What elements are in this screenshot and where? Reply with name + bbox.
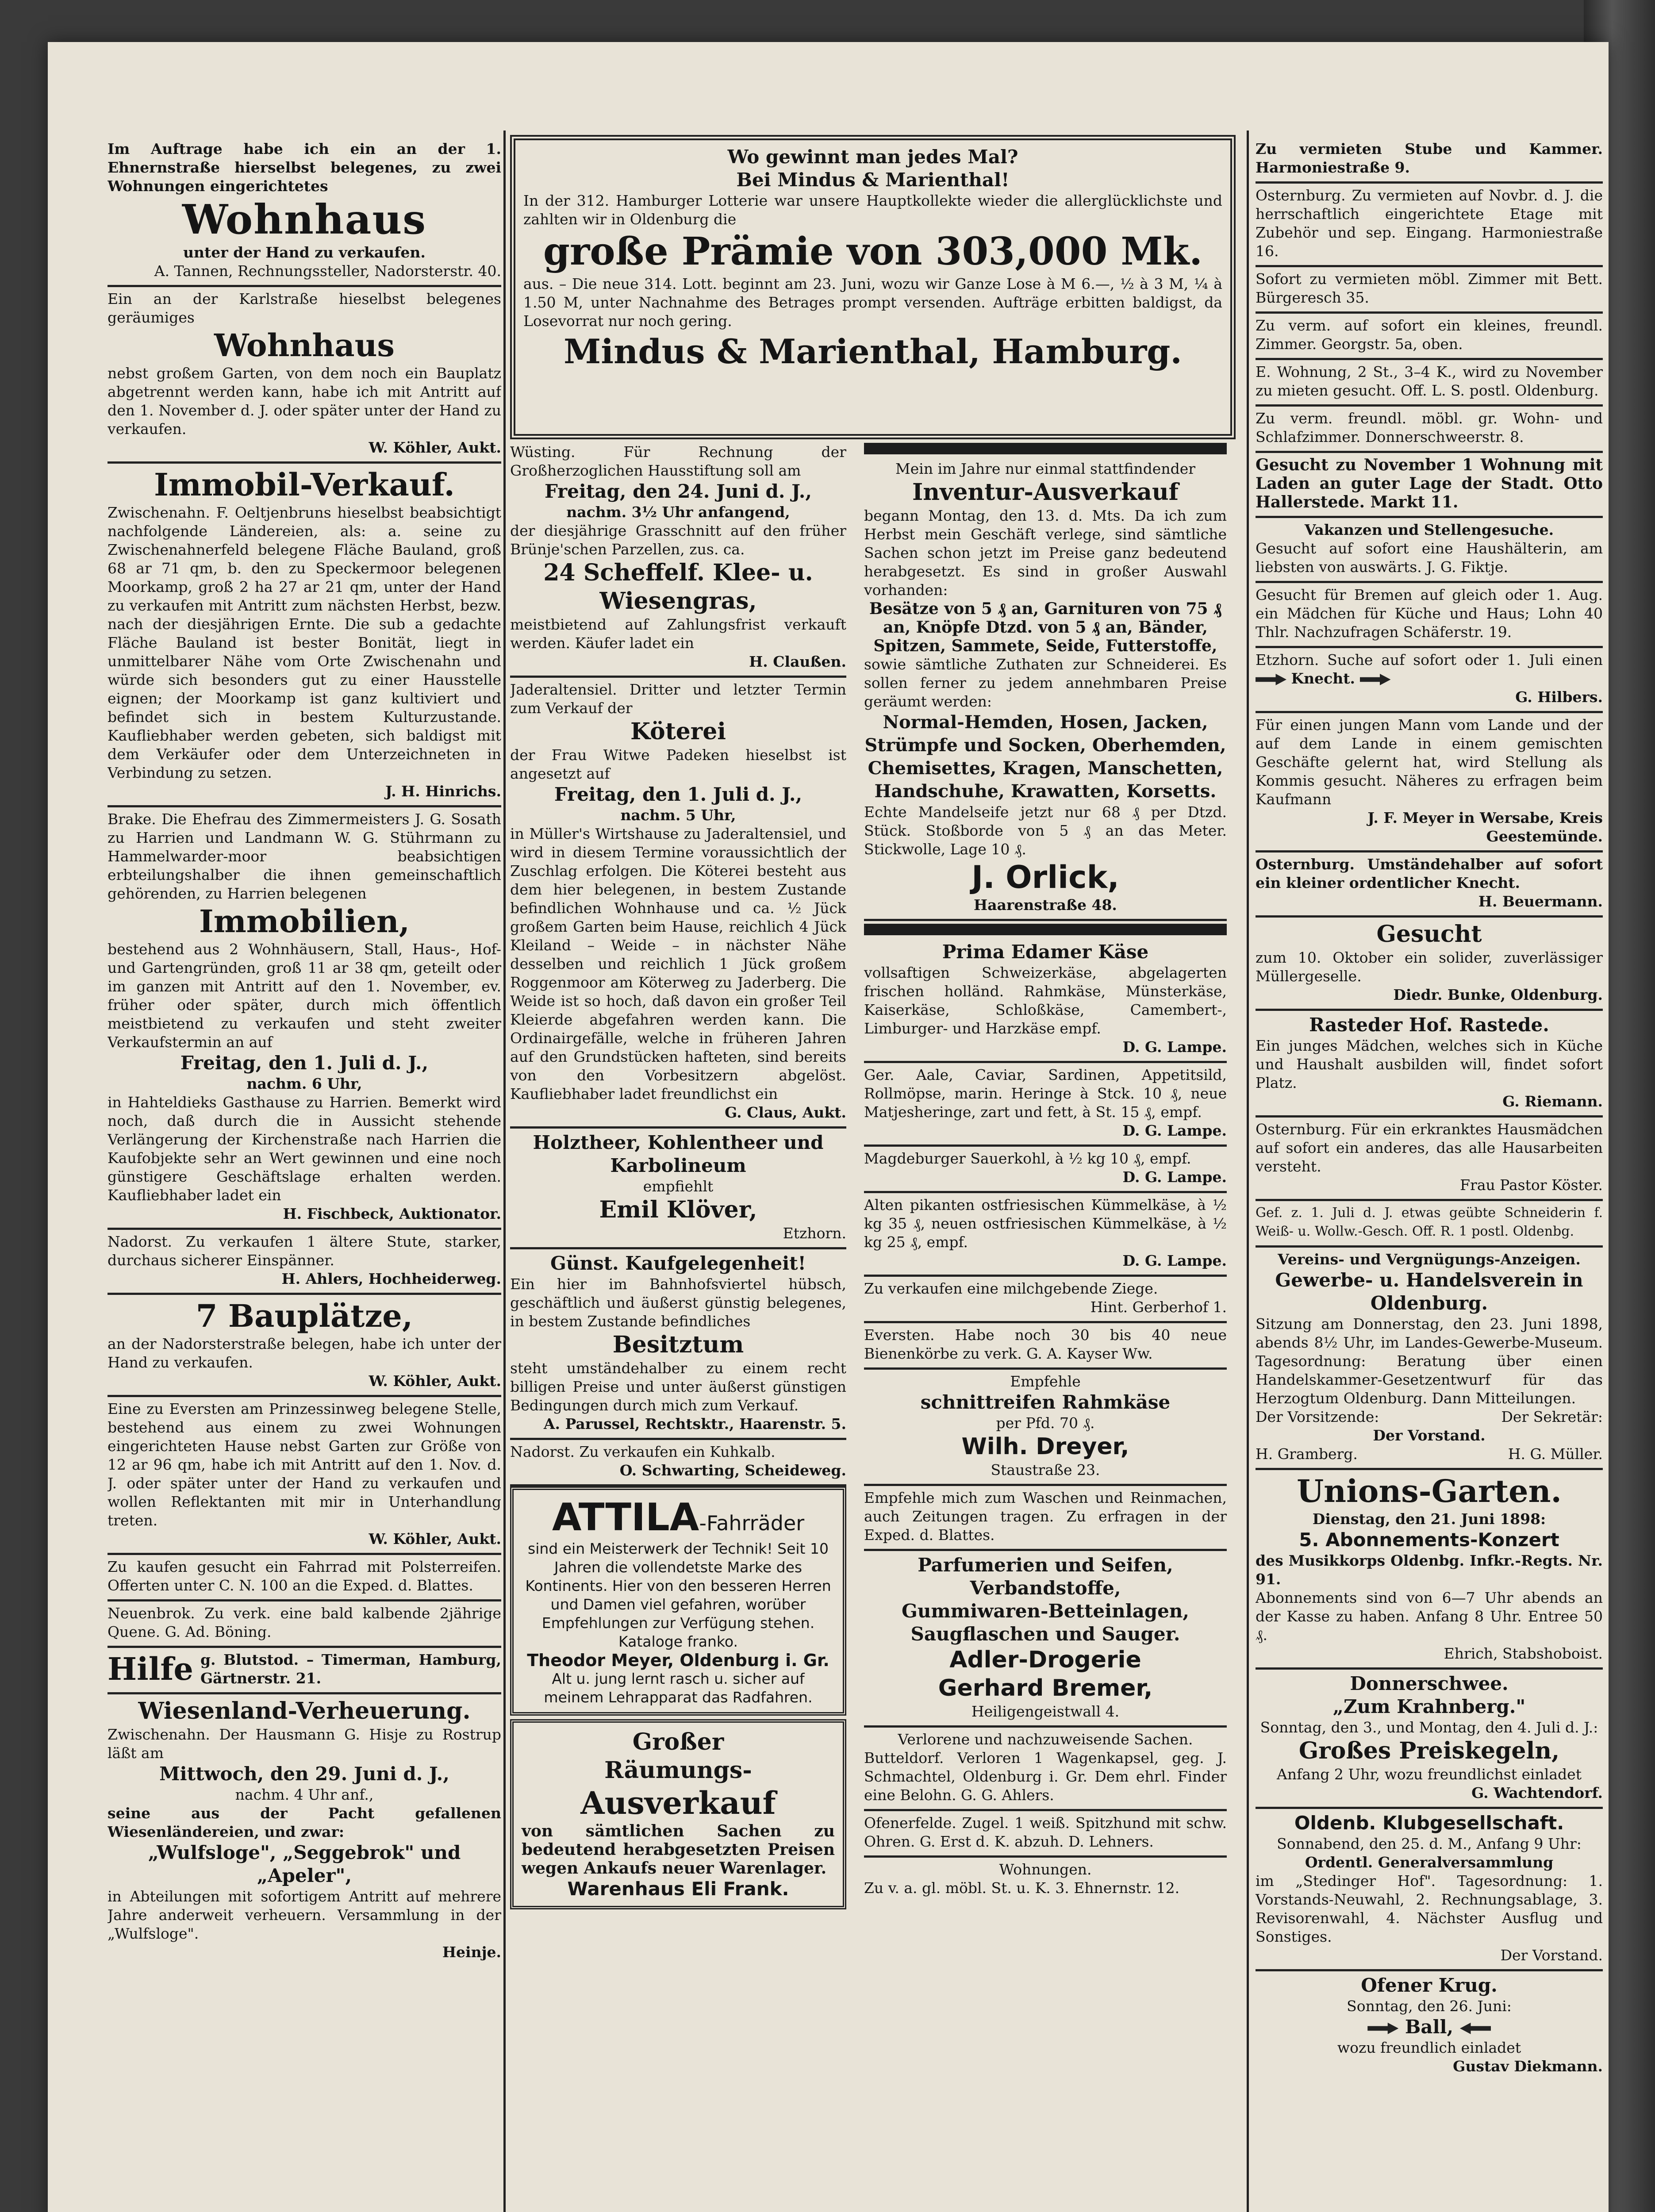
ad-title: Gummiwaren-Betteinlagen, [901, 1600, 1190, 1622]
ad-signature: Der Vorstand. [1373, 1427, 1486, 1444]
ad-adler-drogerie [864, 1551, 1227, 1728]
ad-signature: O. Schwarting, Scheideweg. [619, 1462, 846, 1479]
ad-signature: D. G. Lampe. [1122, 1122, 1227, 1139]
ad-time: nachm. 5 Uhr, [620, 806, 736, 824]
ad-title-text: Ball, [1405, 2016, 1454, 2038]
ad-text: der diesjährige Grasschnitt auf den früher Brünje'schen Parzellen, zus. ca. [510, 522, 846, 558]
ad-date: Freitag, den 24. Juni d. J., [544, 480, 812, 502]
ad-title: Unions-Garten. [1297, 1473, 1562, 1509]
ad-hilfe [108, 1648, 501, 1694]
ad-text: Ofenerfelde. Zugel. 1 weiß. Spitzhund mit schw. Ohren. G. Erst d. K. abzuh. D. Lehners. [864, 1814, 1227, 1850]
signature-row [1256, 1445, 1603, 1463]
section-head: Vakanzen und Stellengesuche. [1304, 521, 1554, 538]
ad-title: Wohnhaus [182, 196, 427, 243]
ad-text: Osternburg. Zu vermieten auf Novbr. d. J. die herrschaftlich eingerichtete Etage mit Zubehör und sep. Eingang. Harmoniestraße 16. [1256, 187, 1603, 260]
ad-brand-line [522, 1495, 835, 1540]
ad-title: schnittreifen Rahmkäse [920, 1391, 1171, 1413]
ad-title: Immobil-Verkauf. [154, 466, 455, 503]
ad-text: meistbietend auf Zahlungsfrist verkauft werden. Käufer ladet ein [510, 616, 846, 652]
ad-signature: H. Ahlers, Hochheiderweg. [281, 1270, 501, 1287]
ad-heading: Bei Mindus & Marienthal! [736, 169, 1010, 191]
ad-text: Ein an der Karlstraße hieselbst belegenes geräumiges [108, 290, 501, 326]
ad-text: bestehend aus 2 Wohnhäusern, Stall, Haus-, Hof- und Gartengründen, groß 11 ar 38 qm, geteilt oder im ganzen mit Antritt auf den 1. November, ev. früher oder später, durch mich öffentlich meistbietend zu verkaufen und steht zweiter Verkaufstermin an auf [108, 941, 501, 1051]
ad-signature: G. Riemann. [1502, 1093, 1603, 1110]
ad-text: empfiehlt [643, 1178, 714, 1195]
ad-title: 5. Abonnements-Konzert [1299, 1529, 1559, 1551]
pointing-hand-icon [1256, 674, 1286, 685]
ad-text: Eine zu Eversten am Prinzessinweg belegene Stelle, bestehend aus einem zu zwei Wohnungen eingerichteten Hause nebst Garten zur Größe von 12 ar 96 qm, habe ich mit Antritt auf den 1. Nov. d. J. oder später unter der Hand zu verkaufen und wollen Reflektanten mit mir in Unterhandlung treten. [108, 1400, 501, 1529]
ad-klubgesellschaft [1256, 1809, 1603, 1971]
ad-text: vollsaftigen Schweizerkäse, abgelagerten frischen holländ. Rahmkäse, Münsterkäse, Kaiserkäse, Schloßkäse, Camembert-, Limburger- und Harzkäse empf. [864, 964, 1227, 1037]
ad-text: des Musikkorps Oldenbg. Infkr.-Regts. Nr. 91. [1256, 1552, 1603, 1588]
ad-title: Rasteder Hof. Rastede. [1309, 1014, 1549, 1036]
ad-inventur [864, 457, 1227, 921]
ad-stute [108, 1230, 501, 1295]
ad-signature: J. F. Meyer in Wersabe, Kreis Geestemünde. [1367, 809, 1603, 845]
ad-signature: G. Wachtendorf. [1471, 1784, 1603, 1801]
ad-signature: H. Gramberg. [1256, 1445, 1358, 1463]
ad-rasteder-hof [1256, 1011, 1603, 1118]
ad-firm: Wilh. Dreyer, [961, 1433, 1129, 1460]
ad-firm: Gerhard Bremer, [938, 1675, 1153, 1701]
ad-title: Oldenb. Klubgesellschaft. [1294, 1812, 1564, 1834]
ad-date: Dienstag, den 21. Juni 1898: [1312, 1510, 1546, 1528]
ad-title: Köterei [630, 718, 726, 745]
ad-waschen [864, 1486, 1227, 1551]
ad-grasschnitt [510, 440, 846, 678]
ad-title: Wiesenland-Verheuerung. [138, 1697, 471, 1724]
ad-moebl-zimmer [1256, 267, 1603, 314]
ad-text: Zu v. a. gl. möbl. St. u. K. 3. Ehnernstr. 12. [864, 1879, 1180, 1897]
ad-haushaelterin [1256, 518, 1603, 583]
ad-text: aus. – Die neue 314. Lott. beginnt am 23. Juni, wozu wir Ganze Lose à M 6.—, ½ à 3 M, ¼ à 1.50 M, unter Nachnahme des Betrages prompt versenden. Aufträge erbitten baldigst, da Losevorrat nur noch gering. [523, 275, 1222, 330]
ad-text: Alten pikanten ostfriesischen Kümmelkäse, à ½ kg 35 ₰, neuen ostfriesischen Kümmelkäse, à ½ kg 25 ₰, empf. [864, 1196, 1227, 1251]
ad-text: sind ein Meisterwerk der Technik! Seit 10 Jahren die vollendetste Marke des Kontinents. Hier von den besseren Herren und Damen viel gefahren, worüber Empfehlungen zur Verfügung stehen. Kataloge franko. [525, 1540, 831, 1650]
ad-text: Echte Mandelseife jetzt nur 68 ₰ per Dtzd. Stück. Stoßborde von 5 ₰ an das Meter. Stickwolle, Lage 10 ₰. [864, 803, 1227, 858]
ad-text: Zwischenahn. Der Hausmann G. Hisje zu Rostrup läßt am [108, 1726, 501, 1762]
ad-text: Gef. z. 1. Juli d. J. etwas geübte Schneiderin f. Weiß- u. Wollw.-Gesch. Off. R. 1 postl. Oldenbg. [1256, 1205, 1603, 1239]
ad-text: Gesucht auf sofort eine Haushälterin, am liebsten von auswärts. J. G. Fiktje. [1256, 540, 1603, 576]
ad-date: Freitag, den 1. Juli d. J., [180, 1052, 429, 1074]
ad-title: Günst. Kaufgelegenheit! [550, 1252, 806, 1274]
ad-text: in Müller's Wirtshause zu Jaderaltensiel, und wird in diesem Termine voraussichtlich der Zuschlag erfolgen. Die Köterei besteht aus dem hier belegenen, in bestem Zustande befindlichen Wohnhause und ca. ½ Jück großem Garten beim Hause, reichlich 4 Jück Kleiland – Weide – in nächster Nähe desselben und reichlich 1 Jück großem Roggenmoor am Köterweg zu Jaderberg. Die Weide ist so hoch, daß davon ein großer Teil Kleierde abgefahren werden kann. Die Ordinairgefälle, welche in früheren Jahren auf den Grundstücken hafteten, sind bereits von den Vorbesitzern abgelöst. Kaufliebhaber ladet freundlichst ein [510, 825, 846, 1102]
ad-hausmaedchen [1256, 1118, 1603, 1201]
ad-title: Parfumerien und Seifen, [918, 1554, 1173, 1576]
ad-stube-kammer [1256, 137, 1603, 184]
ad-wohnungen [864, 1858, 1227, 1902]
ad-text: Nadorst. Zu verkaufen ein Kuhkalb. [510, 1443, 776, 1460]
ad-title: Inventur-Ausverkauf [912, 479, 1179, 506]
ad-signature: G. Hilbers. [1515, 688, 1603, 706]
ad-text: In der 312. Hamburger Lotterie war unsere Hauptkollekte wieder die allerglücklichste und zahlten wir in Oldenburg die [523, 192, 1222, 228]
ad-signature: Frau Pastor Köster. [1460, 1176, 1603, 1194]
column-2-left [510, 440, 846, 1913]
ad-text: in Abteilungen mit sofortigem Antritt auf mehrere Jahre anderweit verheuern. Versammlung in der „Wulfsloge". [108, 1888, 501, 1942]
ad-title: Donnerschwee. [1350, 1673, 1509, 1694]
ad-text: Osternburg. Für ein erkranktes Hausmädchen auf sofort ein anderes, das alle Hausarbeiten versteht. [1256, 1121, 1603, 1175]
ad-text: Alt u. jung lernt rasch u. sicher auf meinem Lehrapparat das Radfahren. [544, 1670, 813, 1706]
ad-brand-suffix: -Fahrräder [699, 1511, 805, 1535]
ad-signature: J. H. Hinrichs. [385, 783, 501, 800]
ad-kleiner-knecht [1256, 853, 1603, 918]
ad-signature: Hint. Gerberhof 1. [1090, 1298, 1227, 1316]
ad-immobilien [108, 807, 501, 1230]
ad-text: E. Wohnung, 2 St., 3–4 K., wird zu November zu mieten gesucht. Off. L. S. postl. Oldenburg. [1256, 363, 1603, 399]
ad-time: nachm. 3½ Uhr anfangend, [566, 503, 790, 521]
ad-text-part: Knecht. [1291, 670, 1355, 687]
ad-text: an der Nadorsterstraße belegen, habe ich unter der Hand zu verkaufen. [108, 1335, 501, 1371]
ad-kaufgelegenheit [510, 1249, 846, 1440]
ad-signature: Der Vorsitzende: [1256, 1408, 1379, 1425]
ad-text: Sofort zu vermieten möbl. Zimmer mit Bett. Bürgeresch 35. [1256, 270, 1603, 306]
ad-unions-garten [1256, 1470, 1603, 1670]
ad-heading: Großer [632, 1728, 724, 1755]
ad-signature: A. Tannen, Rechnungssteller, Nadorsterstr. 40. [154, 262, 501, 280]
ad-text: in Hahteldieks Gasthause zu Harrien. Bemerkt wird noch, daß durch die in Aussicht stehende Verlängerung der Kirchenstraße nach Harrien die Kaufobjekte sehr an Wert gewinnen und eine noch günstigere Geschäftslage erhalten werden. Kaufliebhaber ladet ein [108, 1094, 501, 1204]
ad-text: sowie sämtliche Zuthaten zur Schneiderei. Es sollen ferner zu jedem annehmbaren Preise geräumt werden: [864, 656, 1227, 710]
ad-text: Empfehle [1010, 1373, 1081, 1390]
ad-text: Empfehle mich zum Waschen und Reinmachen, auch Zeitungen tragen. Zu erfragen in der Exped. d. Blattes. [864, 1489, 1227, 1544]
ad-items: Normal-Hemden, Hosen, Jacken, Strümpfe und Socken, Oberhemden, Chemisettes, Kragen, Manschetten, Handschuhe, Krawatten, Korsetts. [864, 712, 1226, 802]
ad-firm: Theodor Meyer, Oldenburg i. Gr. [527, 1651, 829, 1670]
ad-place: Etzhorn. [783, 1225, 846, 1242]
ad-text: zum 10. Oktober ein solider, zuverlässiger Müllergeselle. [1256, 949, 1603, 985]
ad-raeumungs-box [510, 1719, 846, 1909]
ad-time: nachm. 4 Uhr anf., [235, 1786, 374, 1803]
ad-text: Zu kaufen gesucht ein Fahrrad mit Polsterreifen. Offerten unter C. N. 100 an die Exped. d. Blattes. [108, 1558, 501, 1594]
ad-maedchen-bremen [1256, 583, 1603, 648]
ad-schneiderin [1256, 1201, 1603, 1248]
rule-bar [864, 443, 1227, 454]
ad-title: Wohnhaus [214, 327, 395, 364]
column-2 [510, 135, 1242, 2212]
ad-holztheer [510, 1129, 846, 1249]
ad-signature: D. G. Lampe. [1122, 1168, 1227, 1186]
ad-text [1256, 651, 1603, 688]
ad-place: Haarenstraße 48. [974, 896, 1117, 914]
ad-signature: H. G. Müller. [1508, 1445, 1603, 1463]
section-head: Wohnungen. [999, 1861, 1092, 1878]
ad-text-part: Etzhorn. Suche auf sofort oder 1. Juli einen [1256, 651, 1603, 668]
ad-title: 24 Scheffelf. Klee- u. Wiesengras, [543, 559, 813, 614]
ad-title: Gesucht [1376, 921, 1482, 948]
ad-eversten-stelle [108, 1397, 501, 1555]
ad-title: 7 Bauplätze, [196, 1298, 413, 1334]
ad-text: unter der Hand zu verkaufen. [183, 244, 426, 261]
column-3 [1256, 137, 1603, 2212]
ad-text: Für einen jungen Mann vom Lande und der auf dem Lande in einem gemischten Geschäfte gelernt hat, wird Stellung als Kommis gesucht. Näheres zu erfragen beim Kaufmann [1256, 716, 1603, 808]
ad-date: Freitag, den 1. Juli d. J., [554, 783, 803, 805]
ad-signature: Heinje. [442, 1943, 501, 1961]
ad-signature: H. Beuermann. [1478, 893, 1603, 910]
ad-title: Saugflaschen und Sauger. [910, 1623, 1180, 1645]
ad-title: Besitztum [612, 1331, 744, 1358]
ad-text: der Frau Witwe Padeken hieselbst ist angesetzt auf [510, 746, 846, 782]
ad-immobil-verkauf [108, 464, 501, 807]
ad-text: Sonntag, den 26. Juni: [1347, 1997, 1512, 2015]
ad-kuhkalb [510, 1440, 846, 1486]
ad-text: Gesucht für Bremen auf gleich oder 1. Aug. ein Mädchen für Küche und Haus; Lohn 40 Thlr. Nachzufragen Schäferstr. 19. [1256, 586, 1603, 641]
ad-text: g. Blutstod. – Timerman, Hamburg, Gärtnerstr. 21. [200, 1651, 501, 1687]
ad-text: Ein hier im Bahnhofsviertel hübsch, geschäftlich und äußerst günstig belegenes, in bestem Zustande befindliches [510, 1275, 846, 1330]
ad-attila-box [510, 1486, 846, 1716]
ad-quene [108, 1601, 501, 1648]
ad-text: Zwischenahn. F. Oeltjenbruns hieselbst beabsichtigt nachfolgende Ländereien, als: a. seine zu Zwischenahnerfeld belegene Fläche Bauland, groß 68 ar 71 qm, b. den zu Speckermoor belegenen Moorkamp, groß 2 ha 27 ar 21 qm, unter der Hand zu verkaufen mit Antritt zum nächsten Herbst, bezw. nach der diesjährigen Ernte. Die sub a gedachte Fläche Bauland ist bester Bonität, liegt in unmittelbarer Nähe vom Orte Zwischenahn und würde sich besonders gut zu einer Hausstelle eignen; der Moorkamp ist ganz kultiviert und befindet sich in bestem Kulturzustande. Kaufliebhaber werden gebeten, sich baldigst mit dem Verkäufer oder dem Unterzeichneten in Verbindung zu setzen. [108, 504, 501, 781]
ad-ziege [864, 1277, 1227, 1323]
ad-text: nebst großem Garten, von dem noch ein Bauplatz abgetrennt werden kann, habe ich mit Antritt auf den 1. November d. J. oder später unter der Hand zu verkaufen. [108, 365, 501, 438]
ad-text: im „Stedinger Hof". Tagesordnung: 1. Vorstands-Neuwahl, 2. Rechnungsablage, 3. Revisorenwahl, 4. Nächster Ausflug und Sonstiges. [1256, 1872, 1603, 1945]
ad-title: Holztheer, Kohlentheer und Karbolineum [533, 1132, 824, 1176]
ad-lottery-box [510, 135, 1236, 439]
ad-etage [1256, 184, 1603, 267]
ad-text: seine aus der Pacht gefallenen Wiesenländereien, und zwar: [108, 1805, 501, 1840]
ad-koeterei [510, 678, 846, 1129]
ad-knecht [1256, 648, 1603, 713]
ad-text: Eversten. Habe noch 30 bis 40 neue Bienenkörbe zu verk. G. A. Kayser Ww. [864, 1326, 1227, 1362]
ad-gewerbeverein [1256, 1248, 1603, 1470]
section-head: Vereins- und Vergnügungs-Anzeigen. [1278, 1251, 1581, 1268]
ad-date: Mittwoch, den 29. Juni d. J., [159, 1763, 449, 1785]
ad-muellergeselle [1256, 918, 1603, 1011]
ad-title: Prima Edamer Käse [942, 941, 1149, 963]
ad-text: Ein junges Mädchen, welches sich in Küche und Haushalt ausbilden will, findet sofort Platz. [1256, 1037, 1603, 1091]
ad-firm: Emil Klöver, [599, 1196, 757, 1223]
ad-verlorene-sachen [864, 1728, 1227, 1811]
ad-rahmkaese [864, 1370, 1227, 1486]
ad-text: Anfang 2 Uhr, wozu freundlichst einladet [1277, 1766, 1582, 1783]
ad-ofener-krug [1256, 1971, 1603, 2080]
ad-title: Ofener Krug. [1361, 1974, 1498, 1996]
column-rule [1247, 131, 1249, 2212]
ad-signature: Der Sekretär: [1501, 1408, 1603, 1425]
ad-signature: W. Köhler, Aukt. [369, 439, 501, 456]
ad-firm: Adler-Drogerie [949, 1647, 1141, 1673]
ad-text: Sonntag, den 3., und Montag, den 4. Juli d. J.: [1260, 1719, 1598, 1736]
ad-kleines-zimmer [1256, 314, 1603, 360]
ad-sauerkohl [864, 1147, 1227, 1193]
ad-text: Jaderaltensiel. Dritter und letzter Termin zum Verkauf der [510, 681, 846, 717]
ad-text: von sämtlichen Sachen zu bedeutend herabgesetzten Preisen wegen Ankaufs neuer Warenlager. [522, 1822, 835, 1878]
ad-text: Zu verm. freundl. möbl. gr. Wohn- und Schlafzimmer. Donnerschweerstr. 8. [1256, 410, 1603, 445]
section-head: Verlorene und nachzuweisende Sachen. [898, 1731, 1193, 1748]
ad-firm: Warenhaus Eli Frank. [567, 1878, 789, 1900]
ad-heading: Räumungs- [604, 1757, 752, 1784]
ad-signature: Ehrich, Stabshoboist. [1444, 1645, 1603, 1662]
ad-text: Im Auftrage habe ich ein an der 1. Ehnernstraße hierselbst belegenes, zu zwei Wohnungen eingerichtetes [108, 140, 501, 195]
ad-bienenkoerbe [864, 1323, 1227, 1370]
ad-time: nachm. 6 Uhr, [246, 1075, 362, 1092]
ad-text: Osternburg. Umständehalber auf sofort ein kleiner ordentlicher Knecht. [1256, 856, 1603, 891]
ad-signature: Diedr. Bunke, Oldenburg. [1393, 986, 1603, 1003]
ad-signature: W. Köhler, Aukt. [369, 1530, 501, 1548]
ad-place: Staustraße 23. [991, 1461, 1100, 1479]
ad-text: Zu vermieten Stube und Kammer. Harmoniestraße 9. [1256, 140, 1603, 176]
ad-signature: G. Claus, Aukt. [725, 1104, 846, 1121]
pointing-hand-icon [1460, 2023, 1491, 2034]
column-2-right [864, 440, 1227, 1902]
ad-text: Gesucht zu November 1 Wohnung mit Laden an guter Lage der Stadt. Otto Hallerstede. Markt 11. [1256, 456, 1603, 511]
ad-text: Brake. Die Ehefrau des Zimmermeisters J. G. Sosath zu Harrien und Landmann W. G. Stührmann zu Hammelwarder-moor beabsichtigen erbteilungshalber die ihnen gemeinschaftlich gehörenden, zu Harrien belegenen [108, 810, 501, 902]
ad-title: Immobilien, [199, 903, 410, 940]
ad-brand: ATTILA [552, 1495, 699, 1540]
ad-signature: W. Köhler, Aukt. [369, 1372, 501, 1390]
ad-signature: A. Parussel, Rechtsktr., Haarenstr. 5. [543, 1415, 846, 1432]
column-rule [503, 131, 506, 2212]
ad-title: Ordentl. Generalversammlung [1305, 1854, 1554, 1871]
ad-heading: Wo gewinnt man jedes Mal? [727, 146, 1018, 168]
ad-firm: J. Orlick, [971, 859, 1119, 895]
ad-title: „Zum Krahnberg." [1332, 1696, 1526, 1717]
signature-row [1256, 1408, 1603, 1426]
ad-text: Butteldorf. Verloren 1 Wagenkapsel, geg. J. Schmachtel, Oldenburg i. Gr. Dem ehrl. Finder eine Belohn. G. G. Ahlers. [864, 1749, 1227, 1804]
ad-title: Hilfe [108, 1651, 193, 1687]
ad-items: Besätze von 5 ₰ an, Garnituren von 75 ₰ an, Knöpfe Dtzd. von 5 ₰ an, Bänder, Spitzen, Sammete, Seide, Futterstoffe, [869, 599, 1222, 655]
newspaper-page [48, 42, 1609, 2212]
ad-wohn-schlafzimmer [1256, 407, 1603, 453]
ad-kommis [1256, 713, 1603, 853]
ad-wohnung-gesucht [1256, 360, 1603, 407]
ad-text: Magdeburger Sauerkohl, à ½ kg 10 ₰, empf. [864, 1150, 1191, 1167]
ad-firm: Mindus & Marienthal, Hamburg. [564, 332, 1182, 371]
ad-text: Zu verkaufen eine milchgebende Ziege. [864, 1280, 1158, 1297]
ad-prize: große Prämie von 303,000 Mk. [543, 229, 1203, 274]
ad-text: Nadorst. Zu verkaufen 1 ältere Stute, starker, durchaus sicherer Einspänner. [108, 1233, 501, 1269]
ad-signature: D. G. Lampe. [1122, 1038, 1227, 1056]
column-1 [108, 137, 501, 2212]
ad-signature: Gustav Diekmann. [1453, 2058, 1603, 2075]
ad-title: Ausverkauf [580, 1785, 776, 1821]
ad-fahrrad-gesucht [108, 1555, 501, 1601]
ad-wiesenland [108, 1694, 501, 1966]
ad-aale [864, 1063, 1227, 1147]
ad-signature: H. Claußen. [749, 653, 846, 670]
ad-text: begann Montag, den 13. d. Mts. Da ich zum Herbst mein Geschäft verlege, sind sämtliche Sachen schon jetzt im Preise ganz bedeutend herabgesetzt. Es sind in großer Auswahl vorhanden: [864, 507, 1227, 599]
ad-krahnberg [1256, 1670, 1603, 1809]
pointing-hand-icon [1360, 674, 1391, 685]
pointing-hand-icon [1367, 2023, 1398, 2034]
ad-kuemmelkaese [864, 1193, 1227, 1277]
ad-price: per Pfd. 70 ₰. [996, 1414, 1095, 1432]
ad-bauplaetze [108, 1295, 501, 1397]
ad-signature: Der Vorstand. [1500, 1947, 1603, 1964]
ad-text: Ger. Aale, Caviar, Sardinen, Appetitsild, Rollmöpse, marin. Heringe à Stck. 10 ₰, neue Matjesheringe, zart und fett, à St. 15 ₰, empf. [864, 1066, 1227, 1121]
ad-signature: D. G. Lampe. [1122, 1252, 1227, 1269]
ad-title: Verbandstoffe, [970, 1577, 1121, 1599]
ad-wohnhaus-1 [108, 137, 501, 287]
ad-spitzhund [864, 1811, 1227, 1858]
ad-text: Neuenbrok. Zu verk. eine bald kalbende 2jährige Quene. G. Ad. Böning. [108, 1605, 501, 1640]
ad-text: Mein im Jahre nur einmal stattfindender [895, 460, 1195, 477]
ad-text: steht umständehalber zu einem recht billigen Preise und unter äußerst günstigen Bedingungen durch mich zum Verkauf. [510, 1359, 846, 1414]
ad-laden-gesucht [1256, 453, 1603, 518]
rule-bar [864, 924, 1227, 935]
ad-text: Abonnements sind von 6—7 Uhr abends an der Kasse zu haben. Anfang 8 Uhr. Entree 50 ₰. [1256, 1589, 1603, 1644]
ad-title: Gewerbe- u. Handelsverein in Oldenburg. [1275, 1269, 1583, 1314]
ad-title: Großes Preiskegeln, [1298, 1737, 1560, 1764]
ad-signature: H. Fischbeck, Auktionator. [283, 1205, 501, 1222]
ad-text: Wüsting. Für Rechnung der Großherzoglichen Hausstiftung soll am [510, 443, 846, 479]
ad-wohnhaus-2 [108, 287, 501, 464]
ad-names: „Wulfsloge", „Seggebrok" und „Apeler", [148, 1842, 461, 1886]
ad-text: Sonnabend, den 25. d. M., Anfang 9 Uhr: [1277, 1835, 1582, 1852]
ad-text: Sitzung am Donnerstag, den 23. Juni 1898, abends 8½ Uhr, im Landes-Gewerbe-Museum. Tagesordnung: Beratung über einen Handelskammer-Gesetzentwurf für das Herzogtum Oldenburg. Dann Mitteilungen. [1256, 1315, 1603, 1407]
ad-place: Heiligengeistwall 4. [971, 1703, 1120, 1720]
ad-title [1256, 2016, 1603, 2039]
ad-edamer [864, 938, 1227, 1063]
ad-text: wozu freundlich einladet [1337, 2039, 1521, 2056]
ad-text: Zu verm. auf sofort ein kleines, freundl. Zimmer. Georgstr. 5a, oben. [1256, 317, 1603, 353]
